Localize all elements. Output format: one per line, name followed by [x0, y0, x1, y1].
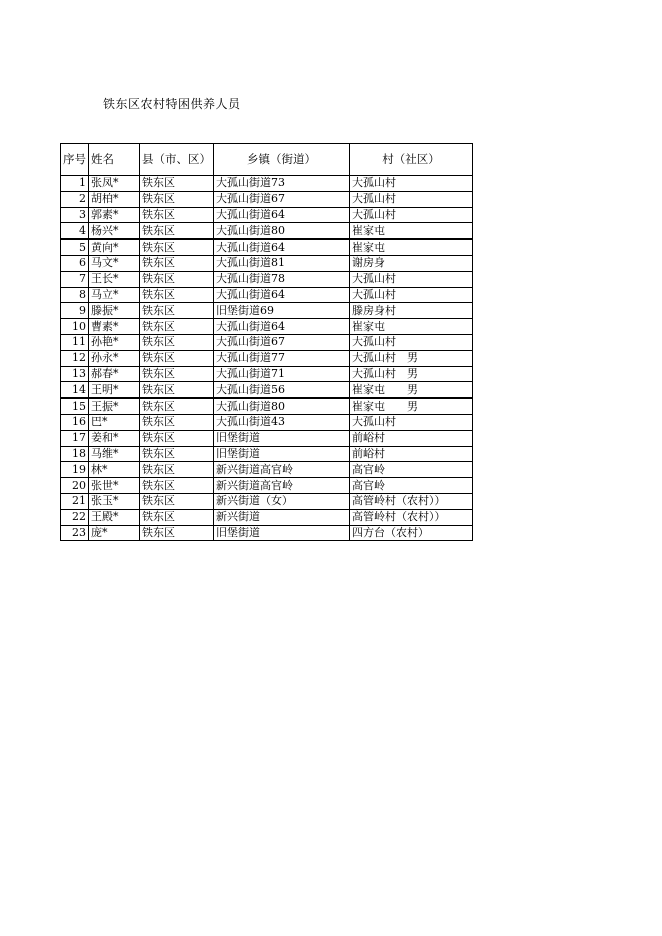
cell-village[interactable]: 崔家屯 男 — [350, 382, 473, 398]
table-row — [61, 255, 473, 271]
roster-table — [60, 143, 473, 541]
table-row — [61, 176, 473, 192]
cell-county[interactable]: 铁东区 — [140, 430, 214, 446]
cell-village[interactable]: 大孤山村 男 — [350, 350, 473, 366]
cell-town[interactable]: 大孤山街道80 — [214, 223, 350, 239]
cell-town[interactable]: 大孤山街道81 — [214, 255, 350, 271]
cell-county[interactable]: 铁东区 — [140, 287, 214, 303]
cell-seq[interactable]: 20 — [61, 478, 89, 494]
header-name[interactable]: 姓名 — [89, 144, 140, 176]
table-row — [61, 334, 473, 350]
cell-seq[interactable]: 13 — [61, 366, 89, 382]
cell-name[interactable]: 胡柏* — [89, 191, 140, 207]
cell-name[interactable]: 马立* — [89, 287, 140, 303]
cell-name[interactable]: 黄向* — [89, 239, 140, 255]
cell-seq[interactable]: 1 — [61, 176, 89, 192]
cell-seq[interactable]: 19 — [61, 462, 89, 478]
cell-county[interactable]: 铁东区 — [140, 462, 214, 478]
cell-county[interactable]: 铁东区 — [140, 303, 214, 319]
cell-county[interactable]: 铁东区 — [140, 366, 214, 382]
cell-seq[interactable]: 9 — [61, 303, 89, 319]
table-row — [61, 319, 473, 335]
cell-village[interactable]: 高管岭村（农村）） — [350, 493, 473, 509]
cell-county[interactable]: 铁东区 — [140, 493, 214, 509]
cell-name[interactable]: 曹素* — [89, 319, 140, 335]
cell-village[interactable]: 大孤山村 — [350, 191, 473, 207]
cell-town[interactable]: 大孤山街道43 — [214, 414, 350, 430]
cell-county[interactable]: 铁东区 — [140, 239, 214, 255]
cell-name[interactable]: 马文* — [89, 255, 140, 271]
cell-name[interactable]: 张世* — [89, 478, 140, 494]
table-row — [61, 366, 473, 382]
cell-town[interactable]: 大孤山街道67 — [214, 191, 350, 207]
cell-county[interactable]: 铁东区 — [140, 319, 214, 335]
table-row — [61, 462, 473, 478]
table-row — [61, 287, 473, 303]
cell-town[interactable]: 大孤山街道64 — [214, 207, 350, 223]
cell-seq[interactable]: 7 — [61, 271, 89, 287]
cell-town[interactable]: 旧堡街道69 — [214, 303, 350, 319]
cell-county[interactable]: 铁东区 — [140, 350, 214, 366]
table-row — [61, 382, 473, 398]
cell-town[interactable]: 旧堡街道 — [214, 446, 350, 462]
cell-town[interactable]: 大孤山街道64 — [214, 239, 350, 255]
table-row — [61, 414, 473, 430]
cell-seq[interactable]: 4 — [61, 223, 89, 239]
table-row — [61, 478, 473, 494]
cell-county[interactable]: 铁东区 — [140, 223, 214, 239]
cell-town[interactable]: 大孤山街道64 — [214, 319, 350, 335]
cell-name[interactable]: 王殿* — [89, 509, 140, 525]
table-row — [61, 350, 473, 366]
cell-name[interactable]: 王长* — [89, 271, 140, 287]
table-row — [61, 446, 473, 462]
cell-seq[interactable]: 10 — [61, 319, 89, 335]
cell-town[interactable]: 新兴街道 — [214, 509, 350, 525]
table-row — [61, 303, 473, 319]
cell-town[interactable]: 大孤山街道73 — [214, 176, 350, 192]
cell-seq[interactable]: 17 — [61, 430, 89, 446]
cell-town[interactable]: 旧堡街道 — [214, 525, 350, 541]
cell-name[interactable]: 张凤* — [89, 176, 140, 192]
sheet-title: 铁东区农村特困供养人员 — [103, 97, 241, 111]
table-row — [61, 525, 473, 541]
cell-name[interactable]: 孙永* — [89, 350, 140, 366]
cell-village[interactable]: 大孤山村 男 — [350, 366, 473, 382]
cell-village[interactable]: 高官岭 — [350, 462, 473, 478]
cell-name[interactable]: 郝春* — [89, 366, 140, 382]
header-seq[interactable]: 序号 — [61, 144, 89, 176]
header-town[interactable]: 乡镇（街道） — [214, 144, 350, 176]
cell-county[interactable]: 铁东区 — [140, 334, 214, 350]
cell-name[interactable]: 巴* — [89, 414, 140, 430]
cell-county[interactable]: 铁东区 — [140, 446, 214, 462]
table-body — [61, 176, 473, 541]
cell-name[interactable]: 张玉* — [89, 493, 140, 509]
table-row — [61, 271, 473, 287]
cell-town[interactable]: 大孤山街道78 — [214, 271, 350, 287]
cell-village[interactable]: 大孤山村 — [350, 271, 473, 287]
cell-name[interactable]: 庞* — [89, 525, 140, 541]
cell-seq[interactable]: 8 — [61, 287, 89, 303]
cell-county[interactable]: 铁东区 — [140, 509, 214, 525]
cell-name[interactable]: 林* — [89, 462, 140, 478]
cell-town[interactable]: 大孤山街道71 — [214, 366, 350, 382]
cell-village[interactable]: 高管岭村（农村）） — [350, 509, 473, 525]
cell-village[interactable]: 大孤山村 — [350, 207, 473, 223]
cell-village[interactable]: 高官岭 — [350, 478, 473, 494]
table-row — [61, 430, 473, 446]
cell-county[interactable]: 铁东区 — [140, 207, 214, 223]
cell-name[interactable]: 杨兴* — [89, 223, 140, 239]
cell-seq[interactable]: 3 — [61, 207, 89, 223]
table-row — [61, 493, 473, 509]
cell-village[interactable]: 崔家屯 男 — [350, 398, 473, 414]
cell-seq[interactable]: 5 — [61, 239, 89, 255]
cell-village[interactable]: 大孤山村 — [350, 287, 473, 303]
cell-name[interactable]: 郭素* — [89, 207, 140, 223]
cell-town[interactable]: 新兴街道高官岭 — [214, 462, 350, 478]
cell-seq[interactable]: 15 — [61, 398, 89, 414]
cell-seq[interactable]: 23 — [61, 525, 89, 541]
cell-seq[interactable]: 2 — [61, 191, 89, 207]
cell-county[interactable]: 铁东区 — [140, 382, 214, 398]
header-village[interactable]: 村（社区） — [350, 144, 473, 176]
cell-name[interactable]: 孙艳* — [89, 334, 140, 350]
cell-village[interactable]: 崔家屯 — [350, 239, 473, 255]
cell-town[interactable]: 大孤山街道80 — [214, 398, 350, 414]
table-row — [61, 207, 473, 223]
cell-name[interactable]: 王明* — [89, 382, 140, 398]
cell-name[interactable]: 王振* — [89, 398, 140, 414]
table-row — [61, 398, 473, 414]
cell-village[interactable]: 崔家屯 — [350, 319, 473, 335]
cell-county[interactable]: 铁东区 — [140, 414, 214, 430]
cell-town[interactable]: 大孤山街道77 — [214, 350, 350, 366]
cell-town[interactable]: 旧堡街道 — [214, 430, 350, 446]
cell-village[interactable]: 前峪村 — [350, 446, 473, 462]
cell-town[interactable]: 新兴街道高官岭 — [214, 478, 350, 494]
cell-name[interactable]: 滕振* — [89, 303, 140, 319]
table-row — [61, 239, 473, 255]
cell-county[interactable]: 铁东区 — [140, 255, 214, 271]
cell-county[interactable]: 铁东区 — [140, 398, 214, 414]
cell-village[interactable]: 大孤山村 — [350, 334, 473, 350]
cell-town[interactable]: 大孤山街道64 — [214, 287, 350, 303]
cell-seq[interactable]: 16 — [61, 414, 89, 430]
header-row — [61, 144, 473, 176]
table-row — [61, 191, 473, 207]
cell-village[interactable]: 大孤山村 — [350, 176, 473, 192]
cell-county[interactable]: 铁东区 — [140, 478, 214, 494]
cell-seq[interactable]: 18 — [61, 446, 89, 462]
cell-seq[interactable]: 12 — [61, 350, 89, 366]
cell-seq[interactable]: 14 — [61, 382, 89, 398]
cell-village[interactable]: 前峪村 — [350, 430, 473, 446]
cell-county[interactable]: 铁东区 — [140, 525, 214, 541]
cell-seq[interactable]: 22 — [61, 509, 89, 525]
cell-name[interactable]: 马维* — [89, 446, 140, 462]
cell-county[interactable]: 铁东区 — [140, 271, 214, 287]
cell-town[interactable]: 大孤山街道67 — [214, 334, 350, 350]
cell-village[interactable]: 大孤山村 — [350, 414, 473, 430]
cell-village[interactable]: 谢房身 — [350, 255, 473, 271]
cell-village[interactable]: 四方台（农村） — [350, 525, 473, 541]
cell-town[interactable]: 新兴街道（女） — [214, 493, 350, 509]
cell-seq[interactable]: 21 — [61, 493, 89, 509]
table-row — [61, 509, 473, 525]
cell-seq[interactable]: 11 — [61, 334, 89, 350]
cell-village[interactable]: 滕房身村 — [350, 303, 473, 319]
cell-seq[interactable]: 6 — [61, 255, 89, 271]
cell-county[interactable]: 铁东区 — [140, 176, 214, 192]
cell-village[interactable]: 崔家屯 — [350, 223, 473, 239]
table-row — [61, 223, 473, 239]
cell-town[interactable]: 大孤山街道56 — [214, 382, 350, 398]
cell-county[interactable]: 铁东区 — [140, 191, 214, 207]
header-county[interactable]: 县（市、区） — [140, 144, 214, 176]
cell-name[interactable]: 姜和* — [89, 430, 140, 446]
